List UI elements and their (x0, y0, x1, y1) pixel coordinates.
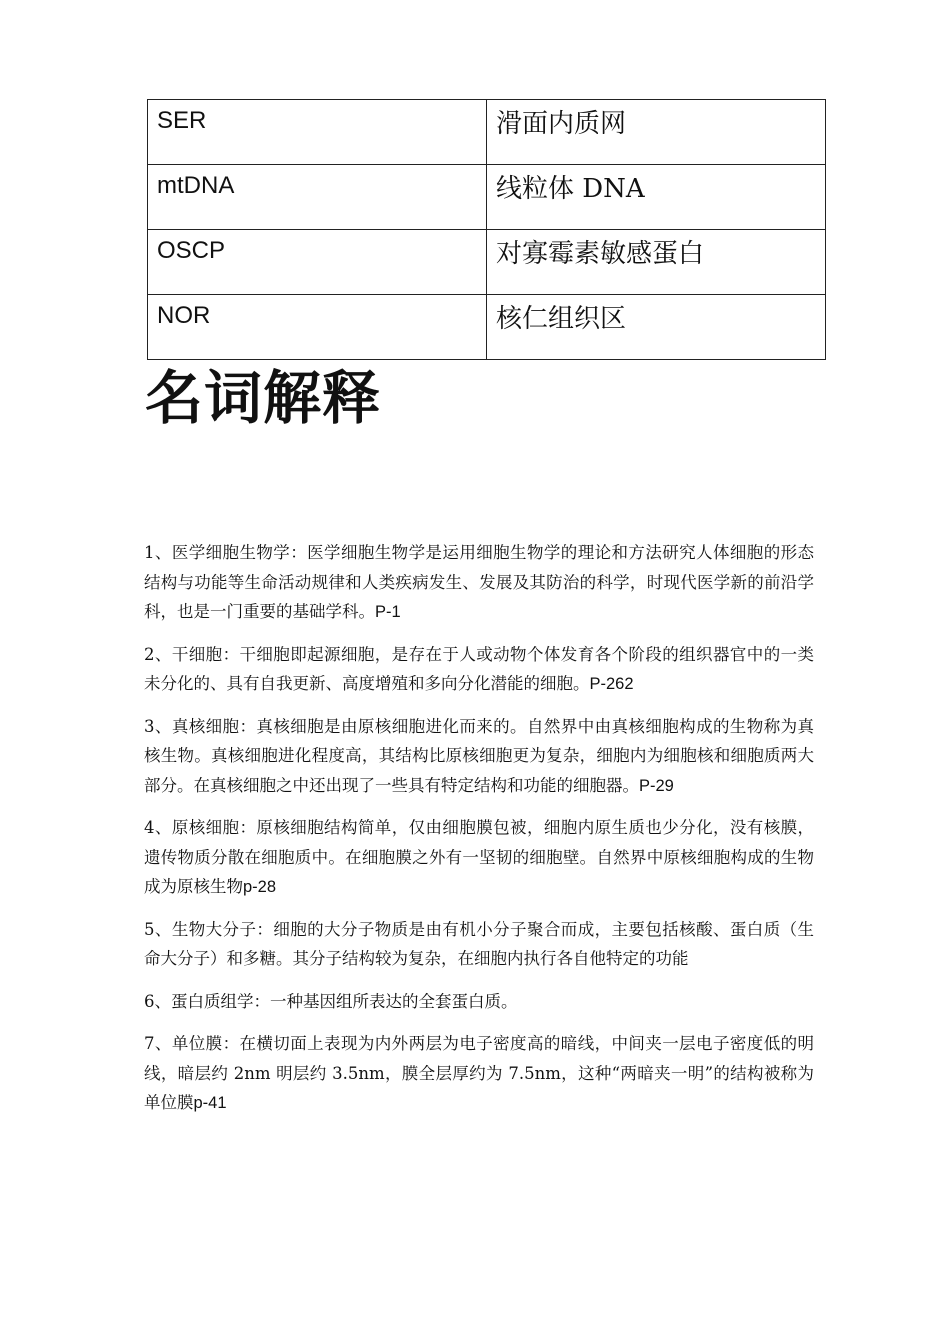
definition-item (144, 1029, 814, 1119)
page-reference: P-1 (375, 603, 401, 621)
abbreviation-cell: SER (148, 100, 487, 165)
definition-item (144, 813, 814, 903)
table-row (148, 165, 826, 230)
definition-term: 蛋白质组学 (171, 991, 254, 1011)
page-reference: P-262 (589, 675, 634, 693)
definition-item (144, 538, 814, 628)
definition-item (144, 987, 814, 1018)
term-cell: 对寡霉素敏感蛋白 (487, 230, 826, 295)
definition-text: 一种基因组所表达的全套蛋白质。 (270, 991, 518, 1011)
term-cell: 核仁组织区 (487, 295, 826, 360)
term-cell: 线粒体 DNA (487, 165, 826, 230)
definition-text: 干细胞即起源细胞，是存在于人或动物个体发育各个阶段的组织器官中的一类未分化的、具有自我更新、高度增殖和多向分化潜能的细胞。 (144, 644, 815, 693)
table-row (148, 100, 826, 165)
page-reference: p-41 (193, 1094, 227, 1112)
definition-number: 5、 (144, 919, 172, 939)
definitions-list (144, 538, 814, 1131)
definition-number: 3、 (144, 716, 172, 736)
definition-number: 1、 (144, 543, 172, 562)
definition-separator: ： (222, 644, 240, 664)
definition-separator: ： (239, 818, 257, 837)
term-cell: 滑面内质网 (487, 100, 826, 165)
definition-term: 真核细胞 (171, 716, 240, 736)
definition-number: 2、 (144, 644, 172, 664)
definition-separator: ： (239, 716, 257, 736)
abbreviation-cell: mtDNA (148, 165, 487, 230)
definition-item (144, 915, 814, 975)
definition-text: 原核细胞结构简单，仅由细胞膜包被，细胞内原生质也少分化，没有核膜，遗传物质分散在细胞质中。在细胞膜之外有一坚韧的细胞壁。自然界中原核细胞构成的生物成为原核生物 (144, 818, 815, 896)
definition-number: 4、 (144, 818, 172, 837)
definition-term: 干细胞 (171, 644, 223, 664)
definition-separator: ： (222, 1034, 240, 1053)
table-row (148, 295, 826, 360)
definition-number: 6、 (144, 991, 171, 1011)
definition-number: 7、 (144, 1034, 172, 1053)
section-title: 名词解释 (145, 364, 382, 432)
abbreviation-cell: OSCP (148, 230, 487, 295)
table-row (148, 230, 826, 295)
page-reference: P-29 (639, 776, 674, 795)
abbreviation-cell: NOR (148, 295, 487, 360)
definition-term: 医学细胞生物学 (171, 543, 291, 562)
definition-text: 在横切面上表现为内外两层为电子密度高的暗线，中间夹一层电子密度低的明线，暗层约 2nm 明层约 3.5nm，膜全层厚约为 7.5nm，这种“两暗夹一明”的结构被称为单位膜 (144, 1034, 815, 1112)
definition-text: 医学细胞生物学是运用细胞生物学的理论和方法研究人体细胞的形态结构与功能等生命活动规律和人类疾病发生、发展及其防治的科学，时现代医学新的前沿学科，也是一门重要的基础学科。 (144, 543, 815, 621)
abbreviation-table (147, 99, 826, 360)
definition-item (144, 640, 814, 700)
definition-separator: ： (256, 919, 274, 939)
definition-text: 真核细胞是由原核细胞进化而来的。自然界中由真核细胞构成的生物称为真核生物。真核细胞进化程度高，其结构比原核细胞更为复杂，细胞内为细胞核和细胞质两大部分。在真核细胞之中还出现了一些具有特定结构和功能的细胞器。 (144, 716, 815, 795)
definition-item (144, 712, 814, 802)
definition-separator: ： (253, 991, 270, 1011)
definition-term: 单位膜 (171, 1034, 223, 1053)
page-reference: p-28 (243, 878, 277, 896)
definition-term: 生物大分子 (171, 919, 257, 939)
definition-term: 原核细胞 (171, 818, 240, 837)
definition-separator: ： (290, 543, 308, 562)
definition-text: 细胞的大分子物质是由有机小分子聚合而成，主要包括核酸、蛋白质（生命大分子）和多糖。其分子结构较为复杂，在细胞内执行各自他特定的功能 (144, 919, 815, 968)
